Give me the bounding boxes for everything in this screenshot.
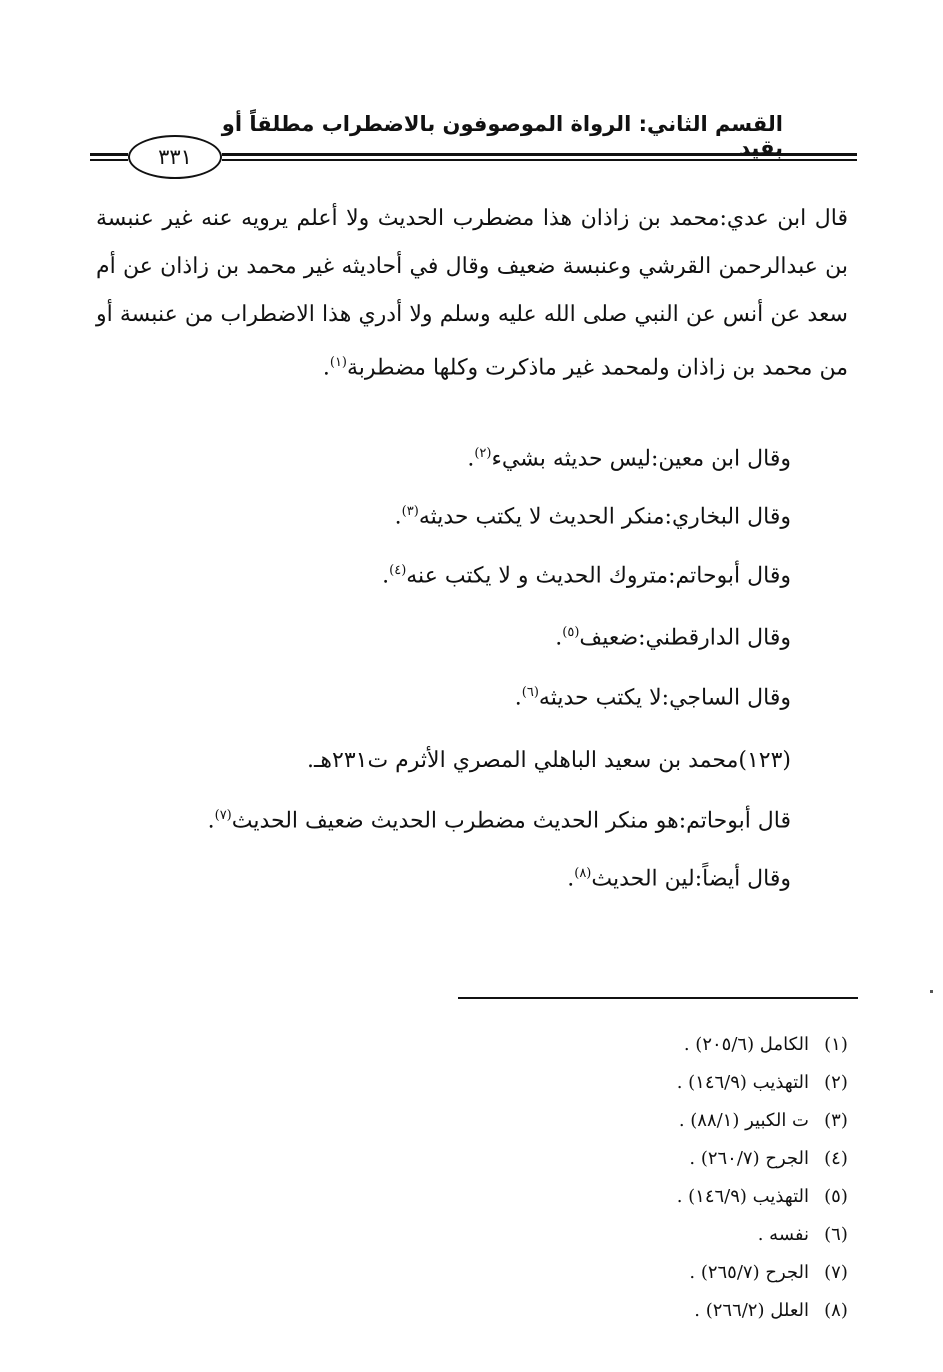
footnote-item (555, 1296, 855, 1334)
footnote-number: (٨) (824, 1300, 848, 1321)
footnote-item (555, 1258, 855, 1296)
footnote-item (555, 1182, 855, 1220)
footnote-ref: (٥) (562, 625, 580, 640)
entry-heading: (١٢٣)محمد بن سعيد الباهلي المصري الأثرم ت٢٣١هـ. (306, 748, 791, 773)
footnote-number: (١) (824, 1034, 848, 1055)
body-line: وقال الساجي:لا يكتب حديثه$^{(٦)}$. (514, 685, 791, 711)
body-line: وقال أيضاً:لين الحديث$^{(٨)}$. (567, 866, 791, 892)
footnote-text: التهذيب (١٤٦/٩) . (676, 1072, 809, 1093)
footnote-number: (٤) (824, 1148, 848, 1169)
margin-mark (930, 990, 933, 993)
body-line: وقال أبوحاتم:متروك الحديث و لا يكتب عنه$^{(٤)}$. (382, 563, 791, 589)
footnote-number: (٥) (824, 1186, 848, 1207)
footnote-item (555, 1068, 855, 1106)
footnote-ref: (٧) (214, 808, 232, 823)
header-rule-right (222, 153, 857, 161)
footnote-number: (٣) (824, 1110, 848, 1131)
footnote-text: ت الكبير (٨٨/١) . (678, 1110, 809, 1131)
footnote-ref: (٤) (389, 563, 407, 578)
body-line: وقال ابن معين:ليس حديثه بشيء$^{(٢)}$. (467, 446, 791, 472)
footnote-text: العلل (٢٦٦/٢) . (694, 1300, 809, 1321)
body-paragraph: قال ابن عدي:محمد بن زاذان هذا مضطرب الحديث ولا أعلم يرويه عنه غير عنبسة بن عبدالرحمن القرشي وعنبسة ضعيف وقال في أحاديثه غير محمد بن زاذان عن أم سعد عن أنس عن النبي صلى الله عليه وسلم ولا أدري هذا الاضطراب من عنبسة أو من محمد بن زاذان ولمحمد غير ماذكرت وكلها مضطربة$^{(١)}$. (96, 206, 848, 381)
footnote-text: نفسه . (757, 1224, 809, 1245)
footnote-number: (٢) (824, 1072, 848, 1093)
footnote-number: (٧) (824, 1262, 848, 1283)
footnote-number: (٦) (824, 1224, 848, 1245)
body-line: وقال البخاري:منكر الحديث لا يكتب حديثه$^{(٣)}$. (394, 504, 791, 530)
footnote-separator (458, 997, 858, 999)
footnote-item (555, 1030, 855, 1068)
footnote-ref: (٣) (401, 504, 419, 519)
footnote-item (555, 1106, 855, 1144)
footnote-text: التهذيب (١٤٦/٩) . (676, 1186, 809, 1207)
header-rule-left (90, 153, 128, 161)
footnote-ref: (٨) (574, 866, 592, 881)
running-header-title: القسم الثاني: الرواة الموصوفون بالاضطراب مطلقاً أو بقيد (221, 112, 783, 160)
footnotes-list (555, 1030, 855, 1334)
footnote-item (555, 1144, 855, 1182)
footnote-ref: (١) (329, 355, 347, 370)
footnote-item (555, 1220, 855, 1258)
paragraph-text: قال ابن عدي:محمد بن زاذان هذا مضطرب الحديث ولا أعلم يرويه عنه غير عنبسة بن عبدالرحمن القرشي وعنبسة ضعيف وقال في أحاديثه غير محمد بن زاذان عن أم سعد عن أنس عن النبي صلى الله عليه وسلم ولا أدري هذا الاضطراب من عنبسة أو من محمد بن زاذان ولمحمد غير ماذكرت وكلها مضطربة (96, 206, 848, 381)
footnote-ref: (٦) (521, 685, 539, 700)
page-number-badge: ٣٣١ (128, 135, 222, 179)
footnote-text: الجرح (٢٦٠/٧) . (689, 1148, 809, 1169)
body-line: قال أبوحاتم:هو منكر الحديث مضطرب الحديث ضعيف الحديث$^{(٧)}$. (207, 808, 791, 834)
footnote-text: الجرح (٢٦٥/٧) . (689, 1262, 809, 1283)
footnote-ref: (٢) (474, 446, 492, 461)
footnote-text: الكامل (٢٠٥/٦) . (683, 1034, 809, 1055)
body-line: وقال الدارقطني:ضعيف$^{(٥)}$. (555, 625, 791, 651)
